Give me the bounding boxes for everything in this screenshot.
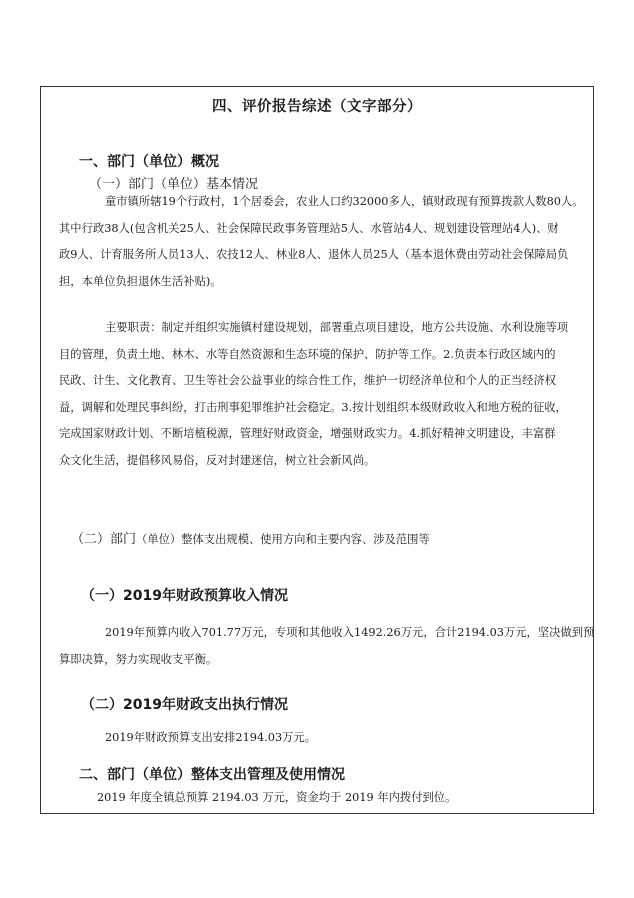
section-2-heading: 二、部门（单位）整体支出管理及使用情况 <box>79 767 345 783</box>
duties-line: 主要职责：制定并组织实施镇村建设规划，部署重点项目建设，地方公共设施、水利设施等项 <box>105 321 569 334</box>
section-1-subheading-1: （一）部门（单位）基本情况 <box>89 177 259 192</box>
expense-text: 2019年财政预算支出安排2194.03万元。 <box>105 731 317 744</box>
expense-heading: （二）2019年财政支出执行情况 <box>81 697 288 713</box>
basic-info-line: 担，本单位负担退休生活补贴)。 <box>59 274 222 288</box>
basic-info-line: 政9人、计育服务所人员13人、农技12人、林业8人、退休人员25人（基本退休费由劳动社会保障局负 <box>59 248 569 261</box>
duties-line: 民政、计生、文化教育、卫生等社会公益事业的综合性工作，维护一切经济单位和个人的正当经济权 <box>59 374 557 387</box>
subheading-2-prefix: （二）部门 <box>71 532 137 547</box>
basic-info-line: 其中行政38人(包含机关25人、社会保障民政事务管理站5人、水管站4人、规划建设管理站4人)、财 <box>59 221 559 235</box>
section-1-heading: 一、部门（单位）概况 <box>79 154 219 170</box>
duties-paragraph <box>59 315 579 474</box>
income-paragraph <box>59 620 595 673</box>
section-1-subheading-2 <box>71 528 430 547</box>
duties-line: 完成国家财政计划、不断培植税源，管理好财政资金，增强财政实力。4.抓好精神文明建设，丰富群 <box>59 427 556 440</box>
income-line: 2019年预算内收入701.77万元，专项和其他收入1492.26万元，合计2194.03万元，坚决做到预 <box>105 626 595 639</box>
report-frame <box>40 86 594 814</box>
income-heading: （一）2019年财政预算收入情况 <box>81 588 288 604</box>
basic-info-line: 童市镇所辖19个行政村，1个居委会，农业人口约32000多人，镇财政现有预算拨款人数80人。 <box>105 195 584 208</box>
subheading-2-rest: （单位）整体支出规模、使用方向和主要内容、涉及范围等 <box>136 533 430 546</box>
duties-line: 目的管理，负责土地、林木、水等自然资源和生态环境的保护、防护等工作。2.负责本行政区域内的 <box>59 347 556 361</box>
duties-line: 众文化生活，提倡移风易俗，反对封建迷信，树立社会新风尚。 <box>59 453 376 467</box>
income-line: 算即决算，努力实现收支平衡。 <box>59 652 218 666</box>
section-2-text: 2019 年度全镇总预算 2194.03 万元，资金均于 2019 年内拨付到位。 <box>97 791 457 804</box>
page-title: 四、评价报告综述（文字部分） <box>212 99 422 115</box>
basic-info-paragraph <box>59 189 584 295</box>
duties-line: 益，调解和处理民事纠纷，打击刑事犯罪维护社会稳定。3.按计划组织本级财政收入和地方税的征收， <box>59 400 567 414</box>
